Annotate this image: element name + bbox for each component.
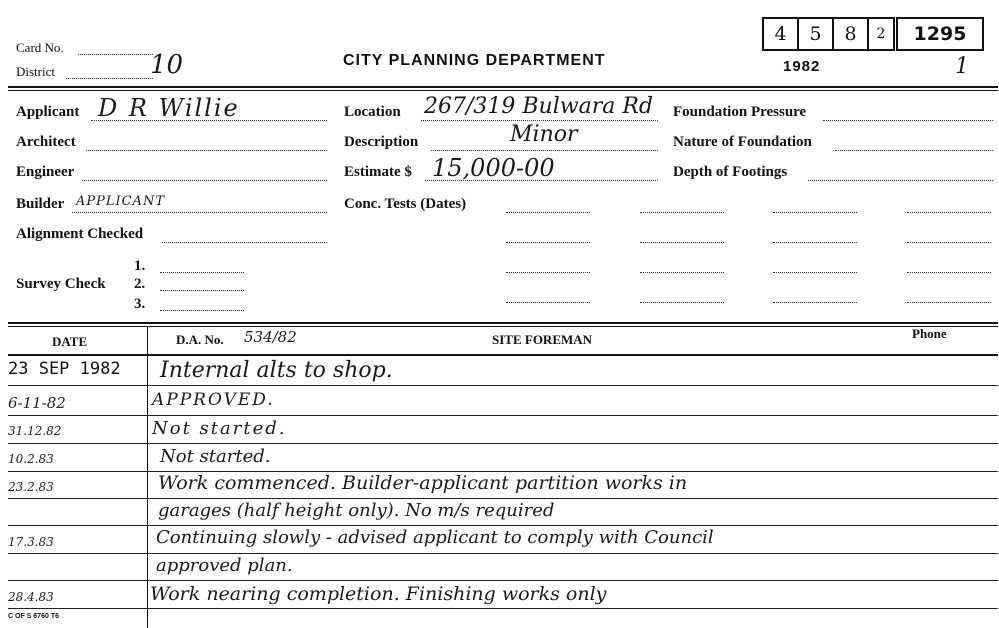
log-row-date: 10.2.83: [8, 452, 54, 466]
district-label: District: [16, 64, 55, 79]
conc-blank: [907, 302, 991, 303]
description-label: Description: [344, 134, 419, 150]
conc-blank: [640, 302, 724, 303]
log-row-rule: [8, 580, 998, 581]
conc-blank: [907, 272, 991, 273]
date-column-divider: [147, 326, 148, 628]
log-row-text: Continuing slowly - advised applicant to comply with Council: [156, 527, 714, 548]
date-header: DATE: [52, 334, 88, 349]
log-row-text: garages (half height only). No m/s required: [158, 500, 555, 521]
survey-item-3: 3.: [134, 296, 146, 312]
conc-blank: [506, 212, 590, 213]
survey-label: Survey Check: [16, 276, 106, 292]
department-title: CITY PLANNING DEPARTMENT: [343, 52, 606, 69]
survey-line-3: [160, 310, 244, 311]
log-row-date: 23 SEP 1982: [8, 359, 121, 379]
conc-tests-label: Conc. Tests (Dates): [344, 196, 467, 212]
location-label: Location: [344, 104, 401, 120]
applicant-label: Applicant: [16, 104, 80, 120]
engineer-line: [82, 180, 327, 181]
phone-header: Phone: [912, 326, 947, 341]
nature-of-foundation-label: Nature of Foundation: [673, 134, 812, 150]
district-value: 10: [150, 50, 184, 80]
location-line: [421, 120, 658, 121]
conc-blank: [506, 242, 590, 243]
da-no-label: D.A. No.: [176, 332, 224, 347]
header-rule-thin: [8, 90, 998, 91]
log-row-date: 28.4.83: [8, 590, 54, 604]
location-value: 267/319 Bulwara Rd: [424, 94, 653, 119]
log-row-rule: [8, 498, 998, 499]
log-row-text: Work commenced. Builder-applicant partition works in: [158, 472, 688, 494]
conc-blank: [773, 242, 857, 243]
architect-line: [86, 150, 327, 151]
engineer-label: Engineer: [16, 164, 75, 180]
conc-blank: [640, 272, 724, 273]
ref-box-number: 1295: [896, 17, 984, 51]
log-row-rule: [8, 385, 998, 386]
foundation-pressure-line: [823, 120, 993, 121]
survey-line-1: [160, 272, 244, 273]
log-row-date: 31.12.82: [8, 424, 62, 438]
header-rule: [8, 86, 998, 88]
year-label: 1982: [783, 58, 821, 75]
card-no-label: Card No.: [16, 40, 64, 55]
depth-of-footings-line: [808, 180, 993, 181]
applicant-value: D R Willie: [98, 94, 240, 122]
log-row-date: 6-11-82: [8, 394, 66, 412]
log-row-rule: [8, 415, 998, 416]
builder-label: Builder: [16, 196, 65, 212]
conc-blank: [773, 272, 857, 273]
card-no-line: [78, 54, 153, 55]
conc-blank: [506, 272, 590, 273]
log-header-rule: [8, 354, 998, 356]
da-no-value: 534/82: [244, 328, 297, 346]
conc-blank: [907, 212, 991, 213]
log-row-text: Internal alts to shop.: [160, 358, 393, 383]
log-rule-top-thin: [8, 326, 998, 327]
conc-blank: [640, 212, 724, 213]
log-row-date: 17.3.83: [8, 535, 54, 549]
ref-box-3: 8: [832, 17, 869, 51]
survey-line-2: [160, 290, 244, 291]
builder-value: APPLICANT: [76, 194, 166, 209]
log-row-text: approved plan.: [156, 555, 293, 576]
nature-of-foundation-line: [835, 150, 993, 151]
log-row-text: Not started.: [152, 418, 287, 439]
builder-line: [72, 212, 327, 213]
log-row-date: 23.2.83: [8, 480, 54, 494]
ref-box-1: 4: [762, 17, 799, 51]
description-line: [431, 150, 658, 151]
survey-item-2: 2.: [134, 276, 146, 292]
conc-blank: [773, 212, 857, 213]
log-row-rule: [8, 553, 998, 554]
site-foreman-header: SITE FOREMAN: [492, 332, 593, 347]
ref-box-2: 5: [797, 17, 834, 51]
year-handwritten: 1: [955, 54, 969, 79]
log-row-text: APPROVED.: [152, 390, 275, 410]
log-row-rule: [8, 443, 998, 444]
log-row-text: Work nearing completion. Finishing works only: [150, 583, 607, 605]
estimate-value: 15,000-00: [432, 154, 555, 182]
log-row-rule: [8, 525, 998, 526]
form-code: C OF S 6760 T6: [8, 613, 59, 620]
architect-label: Architect: [16, 134, 76, 150]
district-line: [66, 78, 153, 79]
log-rule-top: [8, 322, 998, 324]
conc-blank: [773, 302, 857, 303]
alignment-label: Alignment Checked: [16, 226, 144, 242]
foundation-pressure-label: Foundation Pressure: [673, 104, 807, 120]
log-row-rule: [8, 608, 998, 609]
conc-blank: [907, 242, 991, 243]
conc-blank: [640, 242, 724, 243]
description-value: Minor: [510, 122, 578, 147]
depth-of-footings-label: Depth of Footings: [673, 164, 788, 180]
alignment-line: [162, 242, 327, 243]
survey-item-1: 1.: [134, 258, 146, 274]
log-row-text: Not started.: [160, 446, 271, 467]
estimate-label: Estimate $: [344, 164, 412, 180]
conc-blank: [506, 302, 590, 303]
ref-box-4: 2: [867, 17, 895, 51]
